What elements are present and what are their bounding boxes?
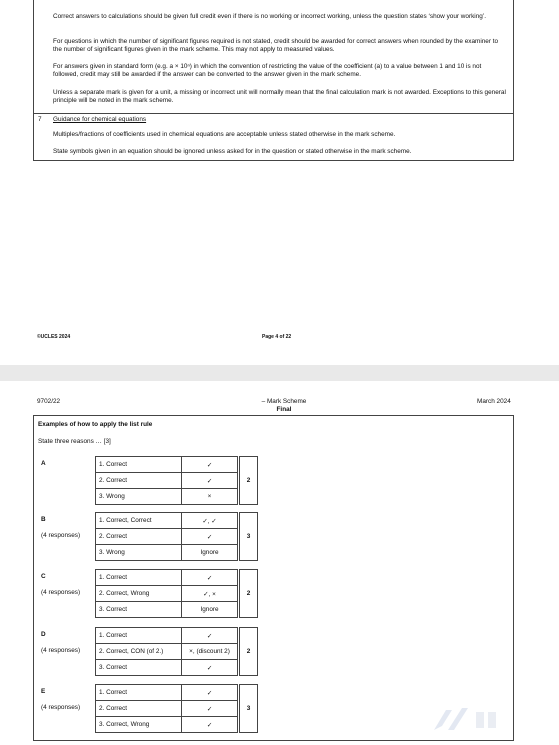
response-cell: 2. Correct — [96, 701, 182, 717]
mark-cell: ✓ — [182, 570, 238, 586]
response-cell: 1. Correct — [96, 570, 182, 586]
paragraph-coefficients: Multiples/fractions of coefficients used in chemical equations are acceptable unless stated otherwise in the mark scheme. — [53, 131, 396, 138]
mark-cell: ✓ — [182, 717, 238, 733]
total-mark-cell: 3 — [240, 513, 258, 561]
response-cell: 2. Correct, CON (of 2.) — [96, 644, 182, 660]
response-cell: 1. Correct — [96, 685, 182, 701]
document-title-line2: Final — [276, 405, 292, 413]
table-row — [96, 660, 258, 676]
watermark-logo-icon — [428, 700, 538, 740]
response-cell: 3. Wrong — [96, 545, 182, 561]
examples-title: Examples of how to apply the list rule — [38, 421, 153, 428]
examples-prompt: State three reasons … [3] — [38, 438, 111, 445]
page-number-footer: Page 4 of 22 — [262, 334, 292, 340]
page-4 — [0, 0, 559, 365]
table-row — [96, 602, 258, 618]
mark-cell: Ignore — [182, 602, 238, 618]
mark-cell: ×, (discount 2) — [182, 644, 238, 660]
response-cell: 1. Correct — [96, 457, 182, 473]
table-row — [96, 545, 258, 561]
response-cell: 3. Correct — [96, 660, 182, 676]
response-cell: 1. Correct, Correct — [96, 513, 182, 529]
calculation-guidance-cell — [34, 0, 513, 114]
table-row — [96, 457, 258, 473]
response-cell: 3. Correct, Wrong — [96, 717, 182, 733]
total-mark-cell: 3 — [240, 685, 258, 733]
example-response-count: (4 responses) — [41, 532, 81, 539]
table-row — [96, 644, 258, 660]
example-response-count: (4 responses) — [41, 647, 81, 654]
response-cell: 3. Wrong — [96, 489, 182, 505]
table-row — [96, 586, 258, 602]
table-row — [96, 685, 258, 701]
example-marking-table — [95, 627, 258, 676]
paragraph-units: Unless a separate mark is given for a unit, a missing or incorrect unit will normally mean that the final calculation mark is not awarded. Exceptions to this general principle will be noted in the mark scheme. — [53, 89, 506, 105]
example-label: E — [41, 688, 46, 695]
table-row — [96, 701, 258, 717]
table-row — [96, 628, 258, 644]
example-label: A — [41, 460, 46, 467]
page-5 — [0, 381, 559, 745]
paper-code: 9702/22 — [37, 398, 61, 405]
document-title — [254, 398, 314, 413]
total-mark-cell: 2 — [240, 628, 258, 676]
guidance-box — [33, 0, 514, 161]
mark-cell: ✓ — [182, 701, 238, 717]
table-row — [96, 513, 258, 529]
example-marking-table — [95, 569, 258, 618]
total-mark-cell: 2 — [240, 570, 258, 618]
mark-cell: ✓ — [182, 529, 238, 545]
table-row — [96, 717, 258, 733]
copyright-footer: ©UCLES 2024 — [37, 334, 71, 340]
paragraph-calculation-credit: Correct answers to calculations should be given full credit even if there is no working or incorrect working, unless the question states ‘show your working’. — [53, 13, 486, 20]
paragraph-significant-figures: For questions in which the number of significant figures required is not stated, credit should be awarded for correct answers when rounded by the examiner to the number of significant figures given in the mark scheme. This may not apply to measured values. — [53, 38, 499, 54]
response-cell: 2. Correct — [96, 473, 182, 489]
response-cell: 2. Correct — [96, 529, 182, 545]
example-response-count: (4 responses) — [41, 704, 81, 711]
mark-cell: ✓ — [182, 457, 238, 473]
section-number: 7 — [38, 116, 42, 123]
list-rule-examples-box — [33, 415, 514, 741]
document-title-line1: – Mark Scheme — [261, 398, 307, 405]
mark-cell: ✓, × — [182, 586, 238, 602]
response-cell: 3. Correct — [96, 602, 182, 618]
example-marking-table — [95, 456, 258, 505]
section-title: Guidance for chemical equations — [53, 116, 147, 123]
paragraph-standard-form: For answers given in standard form (e.g. a × 10ⁿ) in which the convention of restricting the value of the coefficient (a) to a value between 1 and 10 is not followed, credit may still be awarded if the answer can be converted to the answer given in the mark scheme. — [53, 63, 482, 79]
mark-cell: × — [182, 489, 238, 505]
table-row — [96, 570, 258, 586]
paragraph-state-symbols: State symbols given in an equation should be ignored unless asked for in the question or stated otherwise in the mark scheme. — [53, 148, 412, 155]
table-row — [96, 489, 258, 505]
example-label: C — [41, 573, 46, 580]
mark-cell: ✓ — [182, 628, 238, 644]
mark-cell: ✓, ✓ — [182, 513, 238, 529]
total-mark-cell: 2 — [240, 457, 258, 505]
table-row — [96, 473, 258, 489]
example-marking-table — [95, 684, 258, 733]
mark-cell: ✓ — [182, 685, 238, 701]
mark-cell: ✓ — [182, 473, 238, 489]
example-label: D — [41, 631, 46, 638]
exam-date: March 2024 — [477, 398, 511, 405]
table-row — [96, 529, 258, 545]
example-response-count: (4 responses) — [41, 589, 81, 596]
example-label: B — [41, 516, 46, 523]
mark-cell: Ignore — [182, 545, 238, 561]
response-cell: 2. Correct, Wrong — [96, 586, 182, 602]
mark-cell: ✓ — [182, 660, 238, 676]
response-cell: 1. Correct — [96, 628, 182, 644]
example-marking-table — [95, 512, 258, 561]
